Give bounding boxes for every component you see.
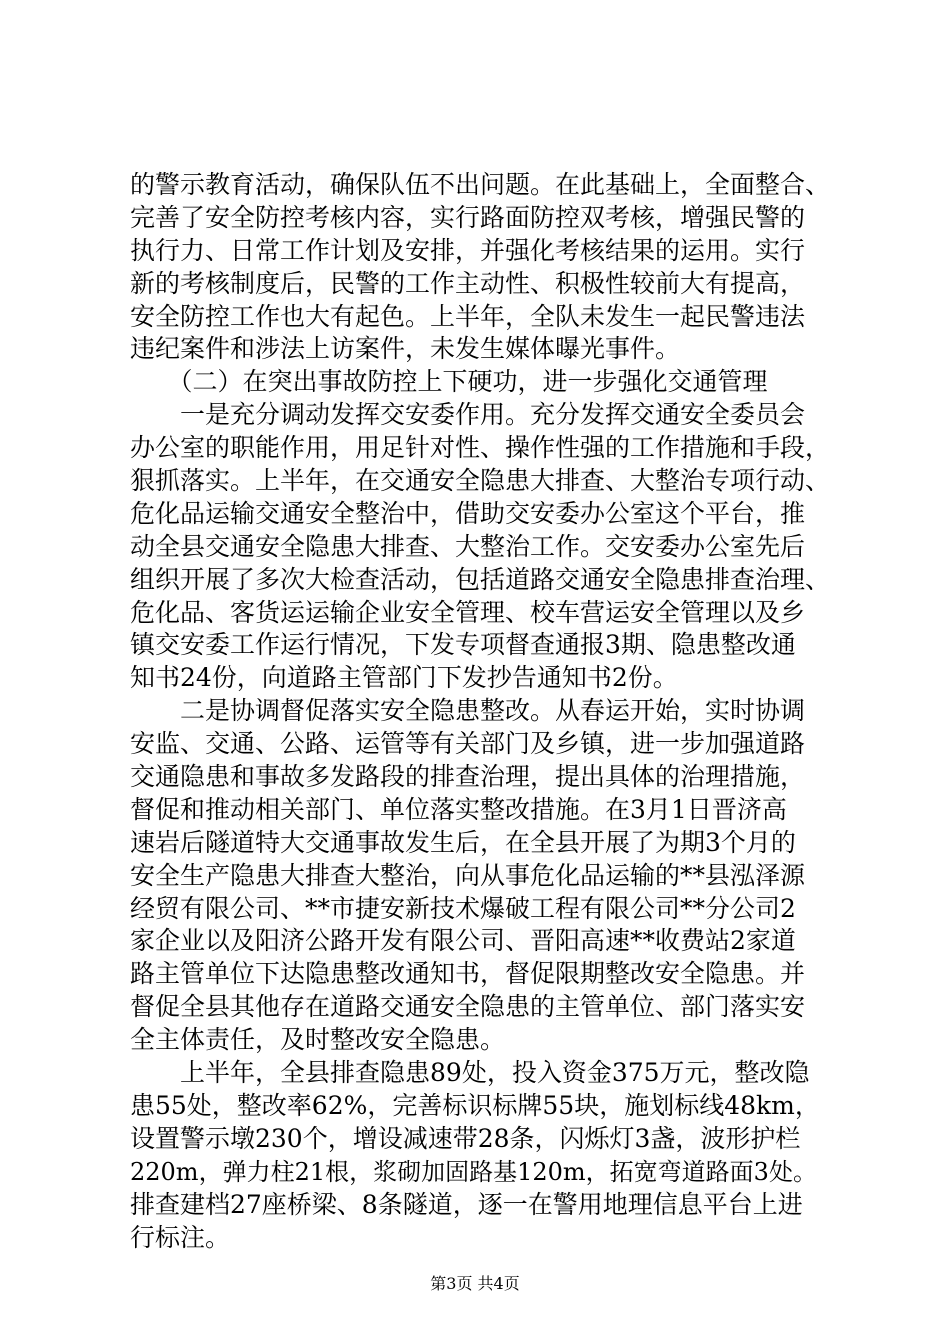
text-line: 执行力、日常工作计划及安排，并强化考核结果的运用。实行: [130, 235, 806, 265]
text-line: 220m，弹力柱21根，浆砌加固路基120m，拓宽弯道路面3处。: [130, 1157, 817, 1186]
text-line: 督促和推动相关部门、单位落实整改措施。在3月1日晋济高: [130, 794, 787, 824]
page-footer: [0, 1271, 950, 1294]
text-line: 督促全县其他存在道路交通安全隐患的主管单位、部门落实安: [130, 992, 806, 1022]
text-line: 违纪案件和涉法上访案件，未发生媒体曝光事件。: [130, 334, 681, 364]
text-line: 的警示教育活动，确保队伍不出问题。在此基础上，全面整合、: [130, 170, 831, 199]
text-line: 家企业以及阳济公路开发有限公司、晋阳高速**收费站2家道: [130, 926, 796, 956]
text-line: 镇交安委工作运行情况，下发专项督查通报3期、隐患整改通: [130, 630, 796, 660]
text-line: 新的考核制度后，民警的工作主动性、积极性较前大有提高，: [130, 268, 806, 298]
text-line: 排查建档27座桥梁、8条隧道，逐一在警用地理信息平台上进: [130, 1189, 803, 1219]
text-line: 办公室的职能作用，用足针对性、操作性强的工作措施和手段，: [130, 433, 831, 463]
text-line: 患55处，整改率62%，完善标识标牌55块，施划标线48km，: [130, 1090, 820, 1120]
page-number: 第3页 共4页: [430, 1274, 520, 1293]
text-line: 二是协调督促落实安全隐患整改。从春运开始，实时协调: [130, 696, 806, 726]
text-line: 知书24份，向道路主管部门下发抄告通知书2份。: [130, 663, 678, 693]
text-line: 交通隐患和事故多发路段的排查治理，提出具体的治理措施，: [130, 762, 806, 792]
text-line: 安全防控工作也大有起色。上半年，全队未发生一起民警违法: [130, 301, 806, 331]
text-line: 组织开展了多次大检查活动，包括道路交通安全隐患排查治理、: [130, 564, 831, 594]
text-line: 安全生产隐患大排查大整治，向从事危化品运输的**县泓泽源: [130, 860, 806, 890]
section-heading: （二）在突出事故防控上下硬功，进一步强化交通管理: [130, 367, 768, 397]
text-line: 危化品、客货运运输企业安全管理、校车营运安全管理以及乡: [130, 597, 806, 627]
text-line: 经贸有限公司、**市捷安新技术爆破工程有限公司**分公司2: [130, 893, 796, 923]
text-line: 一是充分调动发挥交安委作用。充分发挥交通安全委员会: [130, 400, 806, 430]
text-line: 全主体责任，及时整改安全隐患。: [130, 1025, 506, 1055]
body-text: [130, 169, 830, 1254]
text-line: 设置警示墩230个，增设减速带28条，闪烁灯3盏，波形护栏: [130, 1123, 801, 1153]
text-line: 速岩后隧道特大交通事故发生后，在全县开展了为期3个月的: [130, 827, 796, 857]
text-line: 路主管单位下达隐患整改通知书，督促限期整改安全隐患。并: [130, 959, 806, 989]
text-line: 动全县交通安全隐患大排查、大整治工作。交安委办公室先后: [130, 531, 806, 561]
text-line: 危化品运输交通安全整治中，借助交安委办公室这个平台，推: [130, 498, 806, 528]
text-line: 安监、交通、公路、运管等有关部门及乡镇，进一步加强道路: [130, 729, 806, 759]
text-line: 上半年，全县排查隐患89处，投入资金375万元，整改隐: [130, 1058, 810, 1088]
text-line: 完善了安全防控考核内容，实行路面防控双考核，增强民警的: [130, 202, 806, 232]
text-line: 狠抓落实。上半年，在交通安全隐患大排查、大整治专项行动、: [130, 466, 831, 496]
text-line: 行标注。: [130, 1222, 231, 1252]
